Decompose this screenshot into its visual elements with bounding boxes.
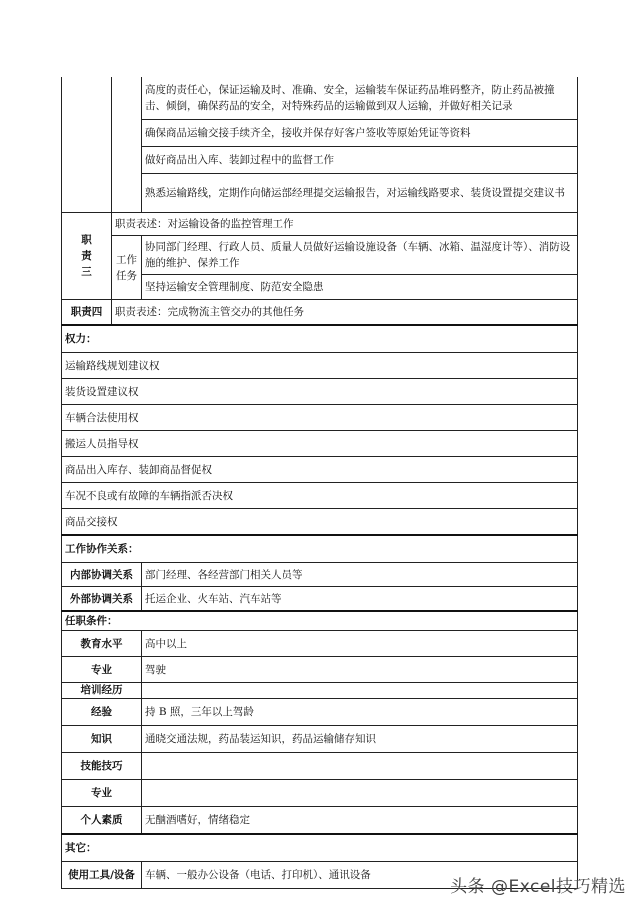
external-label: 外部协调关系 bbox=[62, 587, 142, 612]
collaboration-row bbox=[62, 587, 578, 612]
qualification-value: 高中以上 bbox=[142, 631, 578, 657]
external-value: 托运企业、火车站、汽车站等 bbox=[142, 587, 578, 612]
job-description-document bbox=[61, 77, 577, 889]
qualification-label: 经验 bbox=[62, 699, 142, 726]
power-item: 运输路线规划建议权 bbox=[62, 353, 578, 379]
other-title: 其它： bbox=[62, 834, 578, 862]
internal-label: 内部协调关系 bbox=[62, 563, 142, 587]
qualification-row bbox=[62, 699, 578, 726]
power-row bbox=[62, 353, 578, 379]
work-task-label: 工作 任务 bbox=[112, 236, 142, 300]
power-item: 商品出入库存、装卸商品督促权 bbox=[62, 457, 578, 483]
duty3-prev-task-row bbox=[62, 77, 578, 120]
qualifications-section-row bbox=[62, 611, 578, 631]
duty-task-cell: 做好商品出入库、装卸过程中的监督工作 bbox=[142, 147, 578, 174]
qualifications-title: 任职条件： bbox=[62, 611, 578, 631]
qualification-row bbox=[62, 780, 578, 807]
powers-title: 权力： bbox=[62, 325, 578, 353]
power-item: 搬运人员指导权 bbox=[62, 431, 578, 457]
power-item: 装货设置建议权 bbox=[62, 379, 578, 405]
qualification-row bbox=[62, 726, 578, 753]
duty-task-cell: 高度的责任心，保证运输及时、准确、安全，运输装车保证药品堆码整齐，防止药品被撞击、倾倒，确保药品的安全，对特殊药品的运输做到双人运输，并做好相关记录 bbox=[142, 77, 578, 120]
qualification-row bbox=[62, 657, 578, 683]
qualification-row bbox=[62, 753, 578, 780]
duty-task-cell: 熟悉运输路线，定期作向储运部经理提交运输报告，对运输线路要求、装货设置提交建议书 bbox=[142, 174, 578, 213]
collaboration-row bbox=[62, 563, 578, 587]
duty3-task-row bbox=[62, 236, 578, 275]
tools-label: 使用工具/设备 bbox=[62, 862, 142, 889]
internal-value: 部门经理、各经营部门相关人员等 bbox=[142, 563, 578, 587]
power-item: 车辆合法使用权 bbox=[62, 405, 578, 431]
qualification-row bbox=[62, 683, 578, 699]
qualification-label: 培训经历 bbox=[62, 683, 142, 699]
qualification-label: 个人素质 bbox=[62, 807, 142, 835]
qualification-label: 教育水平 bbox=[62, 631, 142, 657]
qualification-label: 专业 bbox=[62, 780, 142, 807]
other-section-row bbox=[62, 834, 578, 862]
duty4-row bbox=[62, 300, 578, 326]
qualification-row bbox=[62, 807, 578, 835]
power-item: 车况不良或有故障的车辆指派否决权 bbox=[62, 483, 578, 509]
powers-section-row bbox=[62, 325, 578, 353]
power-row bbox=[62, 483, 578, 509]
watermark: 头条 @Excel技巧精选 bbox=[450, 877, 626, 897]
qualification-value bbox=[142, 753, 578, 780]
duty4-label: 职责四 bbox=[62, 300, 112, 326]
qualification-value bbox=[142, 683, 578, 699]
qualification-value: 通晓交通法规，药品装运知识，药品运输储存知识 bbox=[142, 726, 578, 753]
power-item: 商品交接权 bbox=[62, 509, 578, 536]
qualification-value: 驾驶 bbox=[142, 657, 578, 683]
duty-task-cell: 坚持运输安全管理制度、防范安全隐患 bbox=[142, 275, 578, 300]
duty3-label: 职 责 三 bbox=[62, 213, 112, 300]
qualification-value bbox=[142, 780, 578, 807]
duty-task-cell: 确保商品运输交接手续齐全，接收并保存好客户签收等原始凭证等资料 bbox=[142, 120, 578, 147]
collaboration-section-row bbox=[62, 535, 578, 563]
power-row bbox=[62, 379, 578, 405]
qualification-label: 知识 bbox=[62, 726, 142, 753]
duty-task-cell: 协同部门经理、行政人员、质量人员做好运输设施设备（车辆、冰箱、温湿度计等）、消防设施的维护、保养工作 bbox=[142, 236, 578, 275]
duty4-description: 职责表述：完成物流主管交办的其他任务 bbox=[112, 300, 578, 326]
tools-value: 车辆、一般办公设备（电话、打印机）、通讯设备 bbox=[142, 862, 578, 889]
power-row bbox=[62, 457, 578, 483]
duty3-description-row bbox=[62, 213, 578, 236]
collaboration-title: 工作协作关系： bbox=[62, 535, 578, 563]
power-row bbox=[62, 431, 578, 457]
duty3-description: 职责表述：对运输设备的监控管理工作 bbox=[112, 213, 578, 236]
qualification-value: 无酗酒嗜好，情绪稳定 bbox=[142, 807, 578, 835]
qualification-label: 技能技巧 bbox=[62, 753, 142, 780]
qualification-row bbox=[62, 631, 578, 657]
qualification-value: 持 B 照，三年以上驾龄 bbox=[142, 699, 578, 726]
qualification-label: 专业 bbox=[62, 657, 142, 683]
power-row bbox=[62, 405, 578, 431]
job-description-table bbox=[61, 77, 578, 889]
power-row bbox=[62, 509, 578, 536]
